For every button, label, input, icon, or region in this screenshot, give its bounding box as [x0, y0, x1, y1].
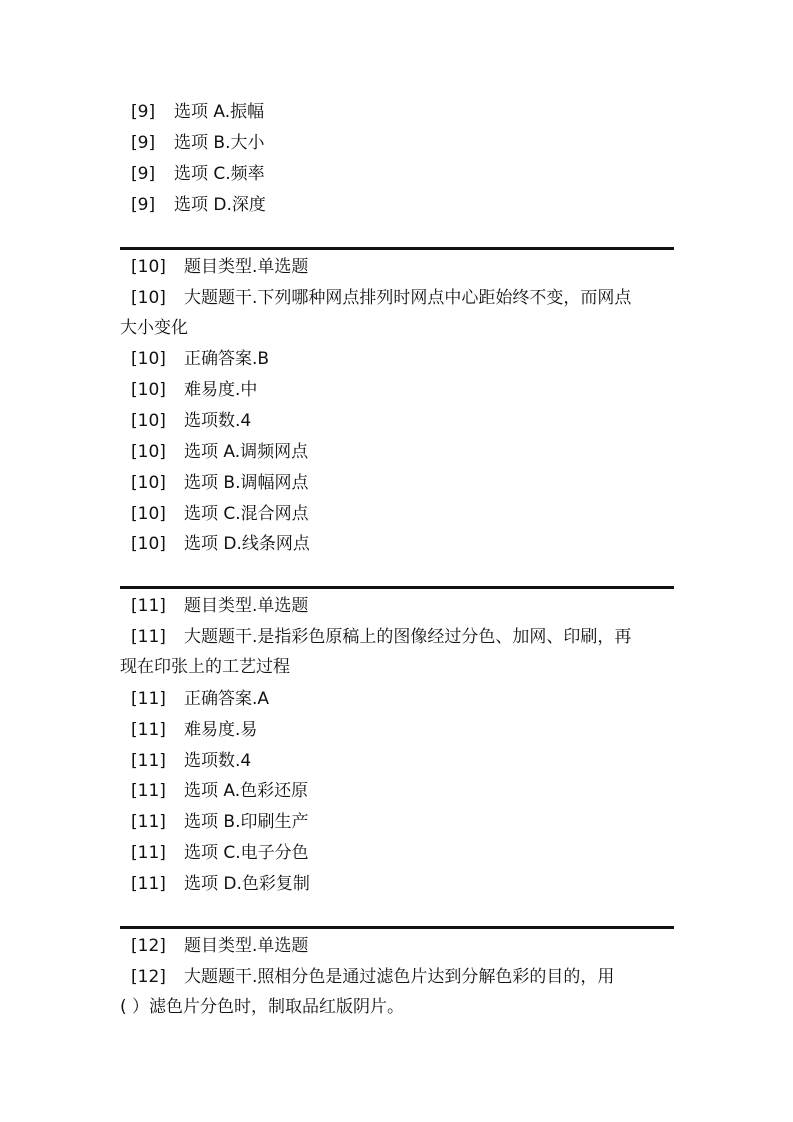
q11-option-b [131, 807, 308, 838]
q10-difficulty-text: 难易度.中 [184, 380, 258, 400]
q11-option-count [131, 746, 251, 777]
q9-tag: [9] [131, 195, 156, 215]
q10-difficulty [131, 375, 257, 406]
q10-tag: [10] [131, 411, 166, 431]
q10-option-a-text: 选项 A.调频网点 [184, 442, 309, 462]
q10-option-a [131, 437, 308, 468]
q10-option-count-text: 选项数.4 [184, 411, 252, 431]
q10-tag: [10] [131, 534, 166, 554]
q11-option-a [131, 776, 308, 807]
q10-option-b-text: 选项 B.调幅网点 [184, 473, 309, 493]
section-divider [120, 926, 674, 929]
q10-tag: [10] [131, 380, 166, 400]
q12-stem-continuation: ( ）滤色片分色时，制取品红版阴片。 [120, 997, 405, 1017]
q9-option-b-text: 选项 B.大小 [174, 133, 265, 153]
q11-type [131, 591, 308, 622]
q10-option-d-text: 选项 D.线条网点 [184, 534, 310, 554]
q9-option-c [131, 159, 265, 190]
q11-tag: [11] [131, 689, 166, 709]
q10-type-text: 题目类型.单选题 [184, 257, 309, 277]
q11-tag: [11] [131, 874, 166, 894]
q10-stem-text: 大题题干.下列哪种网点排列时网点中心距始终不变，而网点 [184, 288, 632, 308]
q12-tag: [12] [131, 936, 166, 956]
q11-answer-text: 正确答案.A [184, 689, 270, 709]
q11-answer [131, 684, 269, 715]
q10-stem-continuation: 大小变化 [120, 318, 188, 338]
q12-stem [131, 962, 614, 993]
section-divider [120, 247, 674, 250]
q11-option-c [131, 838, 309, 869]
q11-option-a-text: 选项 A.色彩还原 [184, 781, 309, 801]
q11-stem [131, 622, 631, 653]
q11-difficulty-text: 难易度.易 [184, 720, 258, 740]
q10-tag: [10] [131, 473, 166, 493]
q12-type [131, 931, 308, 962]
q11-tag: [11] [131, 627, 166, 647]
q10-answer-text: 正确答案.B [184, 349, 270, 369]
q12-type-text: 题目类型.单选题 [184, 936, 309, 956]
q10-tag: [10] [131, 288, 166, 308]
q11-stem-text: 大题题干.是指彩色原稿上的图像经过分色、加网、印刷，再 [184, 627, 632, 647]
q9-tag: [9] [131, 164, 156, 184]
q11-option-count-text: 选项数.4 [184, 751, 252, 771]
q11-tag: [11] [131, 812, 166, 832]
q11-tag: [11] [131, 843, 166, 863]
q9-option-c-text: 选项 C.频率 [174, 164, 265, 184]
q11-option-d-text: 选项 D.色彩复制 [184, 874, 310, 894]
q9-option-a-text: 选项 A.振幅 [174, 102, 265, 122]
q11-difficulty [131, 715, 257, 746]
q11-option-b-text: 选项 B.印刷生产 [184, 812, 309, 832]
q11-stem-continuation: 现在印张上的工艺过程 [120, 657, 290, 677]
q10-option-c [131, 499, 309, 530]
q10-answer [131, 344, 269, 375]
q9-tag: [9] [131, 102, 156, 122]
q9-option-b [131, 128, 264, 159]
q10-tag: [10] [131, 442, 166, 462]
q9-option-d [131, 190, 266, 221]
q11-tag: [11] [131, 720, 166, 740]
q10-stem [131, 283, 631, 314]
q10-tag: [10] [131, 504, 166, 524]
q11-tag: [11] [131, 751, 166, 771]
q10-option-c-text: 选项 C.混合网点 [184, 504, 309, 524]
q10-tag: [10] [131, 349, 166, 369]
section-divider [120, 586, 674, 589]
q11-type-text: 题目类型.单选题 [184, 596, 309, 616]
q10-option-count [131, 406, 251, 437]
q11-option-c-text: 选项 C.电子分色 [184, 843, 309, 863]
q10-type [131, 252, 308, 283]
q11-tag: [11] [131, 781, 166, 801]
q12-stem-text: 大题题干.照相分色是通过滤色片达到分解色彩的目的，用 [184, 967, 615, 987]
q10-option-b [131, 468, 308, 499]
q9-tag: [9] [131, 133, 156, 153]
q9-option-a [131, 97, 264, 128]
q12-tag: [12] [131, 967, 166, 987]
q9-option-d-text: 选项 D.深度 [174, 195, 266, 215]
q10-option-d [131, 529, 310, 560]
q11-option-d [131, 869, 310, 900]
q10-tag: [10] [131, 257, 166, 277]
q11-tag: [11] [131, 596, 166, 616]
